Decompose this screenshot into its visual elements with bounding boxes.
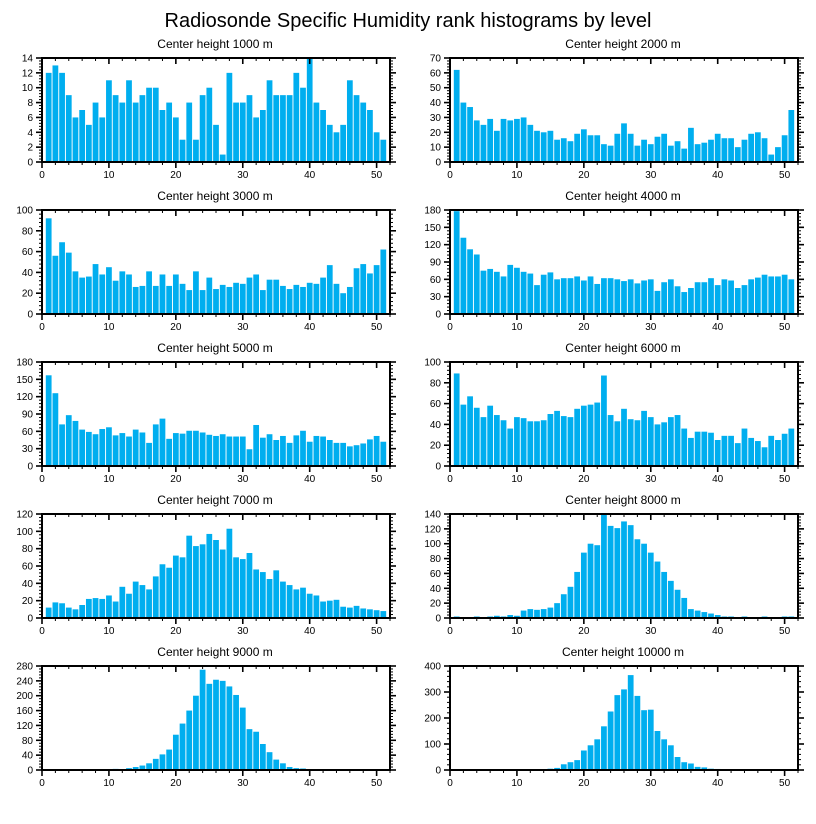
svg-text:10: 10 — [103, 626, 115, 637]
svg-text:0: 0 — [27, 461, 33, 473]
svg-text:0: 0 — [39, 626, 45, 637]
svg-text:80: 80 — [21, 735, 33, 747]
svg-text:60: 60 — [21, 247, 33, 259]
svg-text:100: 100 — [424, 739, 441, 751]
svg-text:14: 14 — [21, 53, 33, 65]
histogram-plot — [408, 356, 816, 490]
svg-text:20: 20 — [429, 440, 441, 452]
subplot-center-height-5000m — [0, 341, 408, 490]
svg-text:300: 300 — [424, 687, 441, 699]
svg-text:0: 0 — [27, 157, 33, 169]
svg-text:180: 180 — [424, 205, 441, 217]
subplot-center-height-3000m — [0, 189, 408, 338]
svg-text:60: 60 — [21, 561, 33, 573]
svg-text:0: 0 — [447, 474, 453, 485]
histogram-plot — [0, 204, 408, 338]
svg-text:0: 0 — [27, 613, 33, 625]
svg-text:50: 50 — [371, 626, 383, 637]
svg-text:10: 10 — [511, 626, 523, 637]
subplot-center-height-6000m — [408, 341, 816, 490]
svg-text:30: 30 — [237, 322, 249, 333]
svg-text:0: 0 — [447, 626, 453, 637]
svg-text:10: 10 — [103, 322, 115, 333]
subplot-title: Center height 7000 m — [157, 493, 273, 507]
svg-text:200: 200 — [16, 691, 33, 703]
svg-text:0: 0 — [435, 461, 441, 473]
svg-text:40: 40 — [712, 322, 724, 333]
svg-text:30: 30 — [21, 444, 33, 456]
svg-text:20: 20 — [21, 288, 33, 300]
svg-text:30: 30 — [429, 112, 441, 124]
svg-text:40: 40 — [429, 583, 441, 595]
svg-text:40: 40 — [21, 578, 33, 590]
svg-text:0: 0 — [435, 613, 441, 625]
svg-text:50: 50 — [371, 474, 383, 485]
svg-text:100: 100 — [424, 539, 441, 551]
svg-text:90: 90 — [429, 257, 441, 269]
svg-text:0: 0 — [27, 309, 33, 321]
svg-text:30: 30 — [429, 292, 441, 304]
svg-text:10: 10 — [103, 474, 115, 485]
svg-text:120: 120 — [424, 240, 441, 252]
subplot-title: Center height 5000 m — [157, 341, 273, 355]
svg-text:10: 10 — [429, 142, 441, 154]
svg-text:20: 20 — [170, 778, 182, 789]
svg-text:0: 0 — [39, 170, 45, 181]
svg-text:8: 8 — [27, 98, 33, 110]
svg-text:0: 0 — [39, 322, 45, 333]
svg-text:20: 20 — [578, 778, 590, 789]
histogram-plot — [408, 52, 816, 186]
svg-text:30: 30 — [237, 474, 249, 485]
subplot-center-height-8000m — [408, 493, 816, 642]
subplot-title: Center height 6000 m — [565, 341, 681, 355]
svg-text:40: 40 — [304, 170, 316, 181]
svg-text:90: 90 — [21, 409, 33, 421]
svg-text:40: 40 — [429, 98, 441, 110]
svg-text:40: 40 — [429, 419, 441, 431]
svg-text:40: 40 — [712, 170, 724, 181]
svg-text:50: 50 — [779, 170, 791, 181]
svg-text:20: 20 — [170, 170, 182, 181]
page-title: Radiosonde Specific Humidity rank histograms by level — [164, 10, 652, 32]
svg-text:40: 40 — [712, 626, 724, 637]
subplot-center-height-1000m — [0, 37, 408, 186]
svg-text:80: 80 — [429, 378, 441, 390]
subplot-title: Center height 8000 m — [565, 493, 681, 507]
svg-text:20: 20 — [21, 596, 33, 608]
svg-text:40: 40 — [712, 474, 724, 485]
histogram-plot — [408, 204, 816, 338]
svg-text:60: 60 — [429, 568, 441, 580]
subplot-title: Center height 3000 m — [157, 189, 273, 203]
svg-text:50: 50 — [429, 83, 441, 95]
svg-text:200: 200 — [424, 713, 441, 725]
svg-text:10: 10 — [511, 322, 523, 333]
svg-text:20: 20 — [170, 322, 182, 333]
svg-text:100: 100 — [424, 357, 441, 369]
subplot-title: Center height 9000 m — [157, 645, 273, 659]
histogram-plot — [408, 660, 816, 794]
svg-text:60: 60 — [429, 274, 441, 286]
svg-text:60: 60 — [21, 426, 33, 438]
svg-text:4: 4 — [27, 127, 33, 139]
subplot-title: Center height 10000 m — [561, 645, 685, 659]
svg-text:100: 100 — [16, 526, 33, 538]
subplot-center-height-9000m — [0, 645, 408, 794]
svg-text:30: 30 — [237, 778, 249, 789]
svg-text:40: 40 — [21, 750, 33, 762]
svg-text:10: 10 — [103, 170, 115, 181]
svg-text:20: 20 — [578, 474, 590, 485]
svg-text:12: 12 — [21, 68, 33, 80]
svg-text:30: 30 — [645, 170, 657, 181]
svg-text:40: 40 — [304, 778, 316, 789]
svg-text:30: 30 — [645, 474, 657, 485]
svg-text:50: 50 — [779, 474, 791, 485]
svg-text:10: 10 — [511, 474, 523, 485]
svg-text:70: 70 — [429, 53, 441, 65]
svg-text:20: 20 — [578, 170, 590, 181]
histogram-grid — [0, 37, 816, 794]
svg-text:50: 50 — [371, 322, 383, 333]
svg-text:150: 150 — [424, 222, 441, 234]
histogram-plot — [0, 356, 408, 490]
svg-text:60: 60 — [429, 68, 441, 80]
svg-text:10: 10 — [511, 778, 523, 789]
svg-text:80: 80 — [21, 544, 33, 556]
svg-text:0: 0 — [39, 474, 45, 485]
svg-text:30: 30 — [237, 170, 249, 181]
svg-text:50: 50 — [779, 626, 791, 637]
svg-text:40: 40 — [304, 322, 316, 333]
svg-text:400: 400 — [424, 661, 441, 673]
svg-text:6: 6 — [27, 112, 33, 124]
svg-text:30: 30 — [645, 322, 657, 333]
subplot-center-height-2000m — [408, 37, 816, 186]
svg-text:240: 240 — [16, 676, 33, 688]
svg-text:20: 20 — [578, 322, 590, 333]
svg-text:160: 160 — [16, 706, 33, 718]
svg-text:50: 50 — [779, 778, 791, 789]
svg-text:80: 80 — [21, 226, 33, 238]
svg-text:150: 150 — [16, 374, 33, 386]
svg-text:0: 0 — [435, 157, 441, 169]
subplot-center-height-7000m — [0, 493, 408, 642]
svg-text:0: 0 — [447, 322, 453, 333]
svg-text:10: 10 — [511, 170, 523, 181]
histogram-plot — [0, 508, 408, 642]
svg-text:20: 20 — [578, 626, 590, 637]
subplot-center-height-10000m — [408, 645, 816, 794]
svg-text:40: 40 — [712, 778, 724, 789]
svg-text:10: 10 — [103, 778, 115, 789]
svg-text:0: 0 — [39, 778, 45, 789]
svg-text:0: 0 — [447, 170, 453, 181]
svg-text:2: 2 — [27, 142, 33, 154]
svg-text:20: 20 — [429, 127, 441, 139]
svg-text:50: 50 — [371, 778, 383, 789]
subplot-title: Center height 1000 m — [157, 37, 273, 51]
subplot-center-height-4000m — [408, 189, 816, 338]
svg-text:120: 120 — [16, 392, 33, 404]
svg-text:40: 40 — [21, 267, 33, 279]
svg-text:10: 10 — [21, 83, 33, 95]
svg-text:30: 30 — [645, 626, 657, 637]
svg-text:30: 30 — [645, 778, 657, 789]
svg-text:40: 40 — [304, 626, 316, 637]
subplot-title: Center height 4000 m — [565, 189, 681, 203]
svg-text:20: 20 — [170, 474, 182, 485]
svg-text:0: 0 — [435, 765, 441, 777]
svg-text:180: 180 — [16, 357, 33, 369]
svg-text:0: 0 — [435, 309, 441, 321]
svg-text:60: 60 — [429, 399, 441, 411]
svg-text:50: 50 — [371, 170, 383, 181]
histogram-plot — [408, 508, 816, 642]
svg-text:80: 80 — [429, 554, 441, 566]
svg-text:0: 0 — [447, 778, 453, 789]
histogram-plot — [0, 52, 408, 186]
svg-text:140: 140 — [424, 509, 441, 521]
svg-text:120: 120 — [424, 524, 441, 536]
subplot-title: Center height 2000 m — [565, 37, 681, 51]
svg-text:30: 30 — [237, 626, 249, 637]
svg-text:20: 20 — [170, 626, 182, 637]
svg-text:120: 120 — [16, 720, 33, 732]
svg-text:40: 40 — [304, 474, 316, 485]
svg-text:100: 100 — [16, 205, 33, 217]
svg-text:0: 0 — [27, 765, 33, 777]
svg-text:120: 120 — [16, 509, 33, 521]
svg-text:50: 50 — [779, 322, 791, 333]
svg-text:280: 280 — [16, 661, 33, 673]
histogram-plot — [0, 660, 408, 794]
svg-text:20: 20 — [429, 598, 441, 610]
